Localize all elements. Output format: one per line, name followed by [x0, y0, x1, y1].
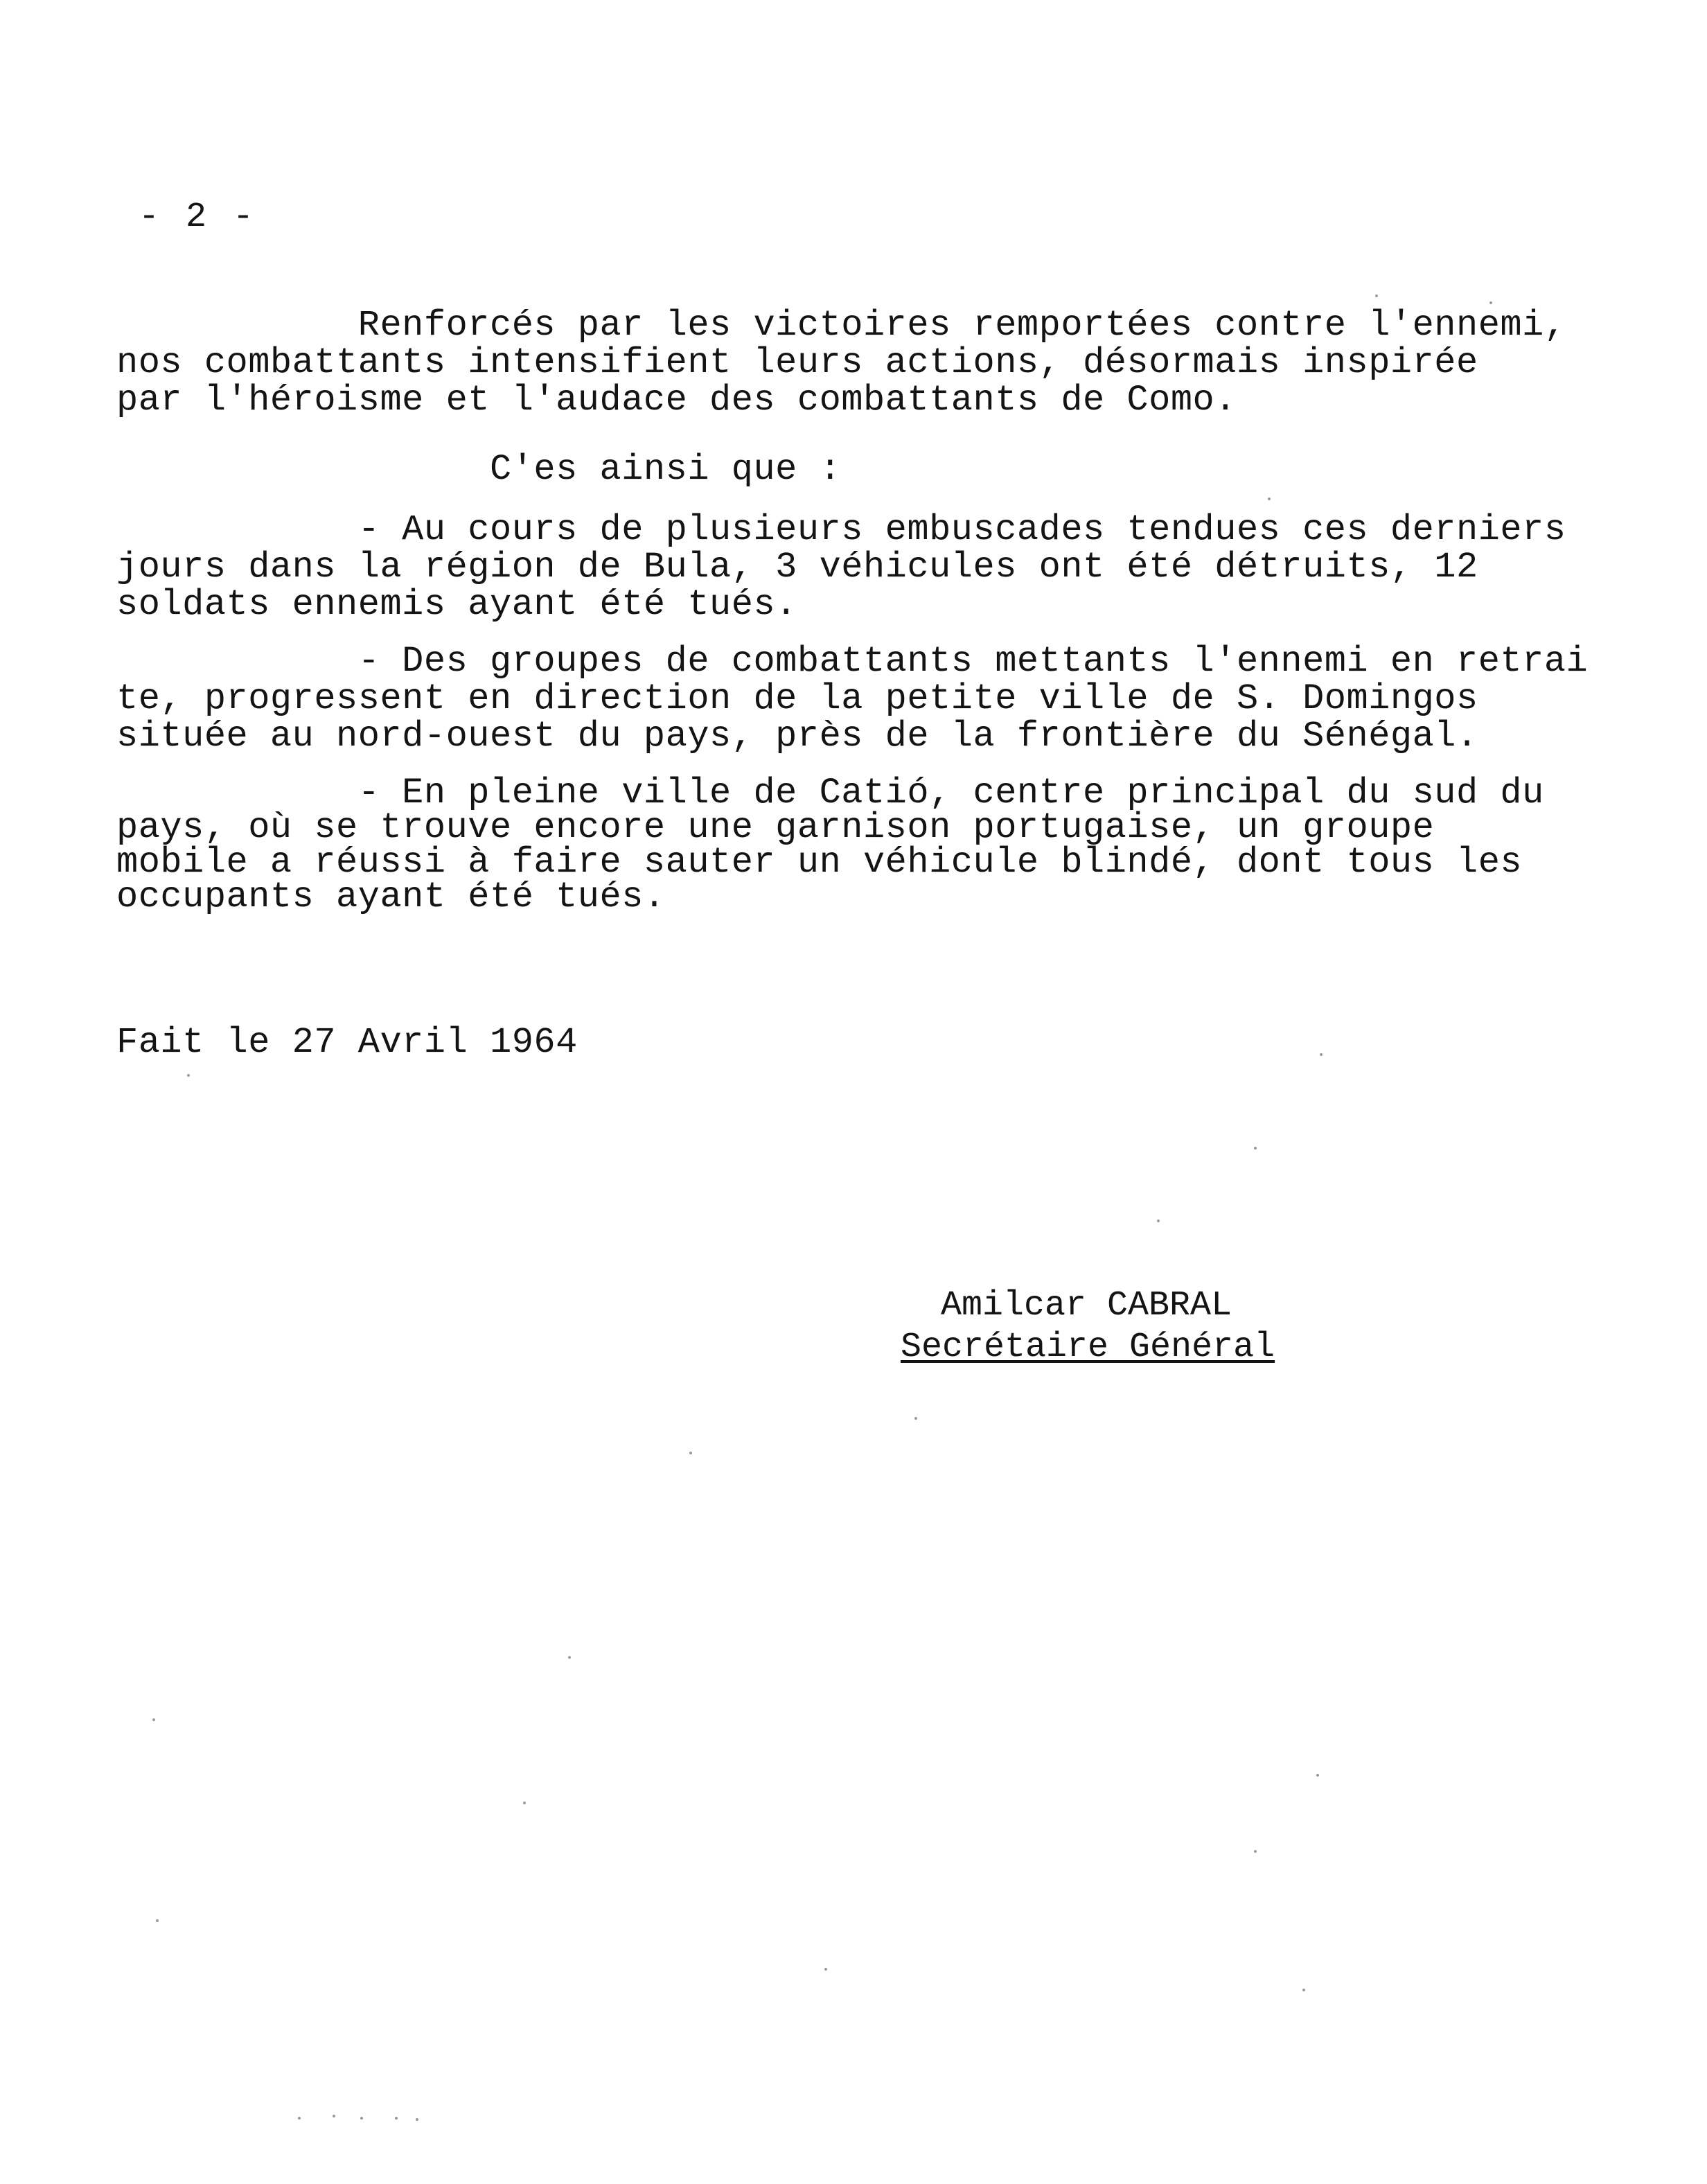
item-2-line-2: te, progressent en direction de la petite ville de S. Domingos — [116, 678, 1478, 719]
paragraph-1-line-3: par l'héroisme et l'audace des combattants de Como. — [116, 380, 1237, 421]
scan-speck — [824, 1968, 827, 1971]
item-1-line-2: jours dans la région de Bula, 3 véhicules ont été détruits, 12 — [116, 547, 1478, 588]
scan-speck — [1254, 1850, 1257, 1853]
signature-block — [901, 1285, 1275, 1368]
scan-speck — [1157, 1219, 1160, 1222]
scan-speck — [568, 1656, 571, 1659]
paragraph-1-line-2: nos combattants intensifient leurs actions, désormais inspirée — [116, 342, 1478, 383]
page-number: - 2 - — [139, 197, 257, 237]
item-3-line-1: - En pleine ville de Catió, centre principal du sud du — [116, 773, 1544, 813]
item-1-line-3: soldats ennemis ayant été tués. — [116, 584, 797, 625]
scan-speck — [1320, 1053, 1323, 1056]
scan-speck — [187, 1074, 190, 1077]
scan-speck — [1302, 1989, 1305, 1991]
scan-speck — [333, 2115, 335, 2117]
item-2-line-3: située au nord-ouest du pays, près de la frontière du Sénégal. — [116, 716, 1478, 757]
scan-speck — [914, 1417, 917, 1420]
scan-speck — [360, 2117, 363, 2120]
signature-name: Amilcar CABRAL — [941, 1286, 1232, 1326]
item-3-line-3: mobile a réussi à faire sauter un véhicule blindé, dont tous les — [116, 842, 1523, 883]
signature-title: Secrétaire Général — [901, 1328, 1275, 1367]
scan-speck — [523, 1802, 526, 1804]
scan-speck — [1316, 1774, 1319, 1777]
scan-speck — [152, 1718, 155, 1721]
scan-speck — [416, 2118, 418, 2121]
item-2-line-1: - Des groupes de combattants mettants l'ennemi en retrai — [116, 641, 1589, 682]
item-1-line-1: - Au cours de plusieurs embuscades tendues ces derniers — [116, 509, 1566, 550]
scan-speck — [298, 2117, 301, 2120]
scan-speck — [689, 1452, 692, 1454]
scan-speck — [156, 1919, 159, 1922]
paragraph-1-line-1: Renforcés par les victoires remportées contre l'ennemi, — [116, 305, 1566, 346]
scan-speck — [1489, 301, 1492, 304]
item-3-line-2: pays, où se trouve encore une garnison portugaise, un groupe — [116, 807, 1435, 848]
scan-speck — [1375, 294, 1378, 297]
date-line: Fait le 27 Avril 1964 — [116, 1022, 578, 1063]
item-3-line-4: occupants ayant été tués. — [116, 877, 666, 917]
scan-speck — [1254, 1147, 1257, 1150]
intro-line: C'es ainsi que : — [116, 449, 842, 490]
scan-speck — [1268, 497, 1271, 500]
scan-speck — [395, 2117, 398, 2120]
